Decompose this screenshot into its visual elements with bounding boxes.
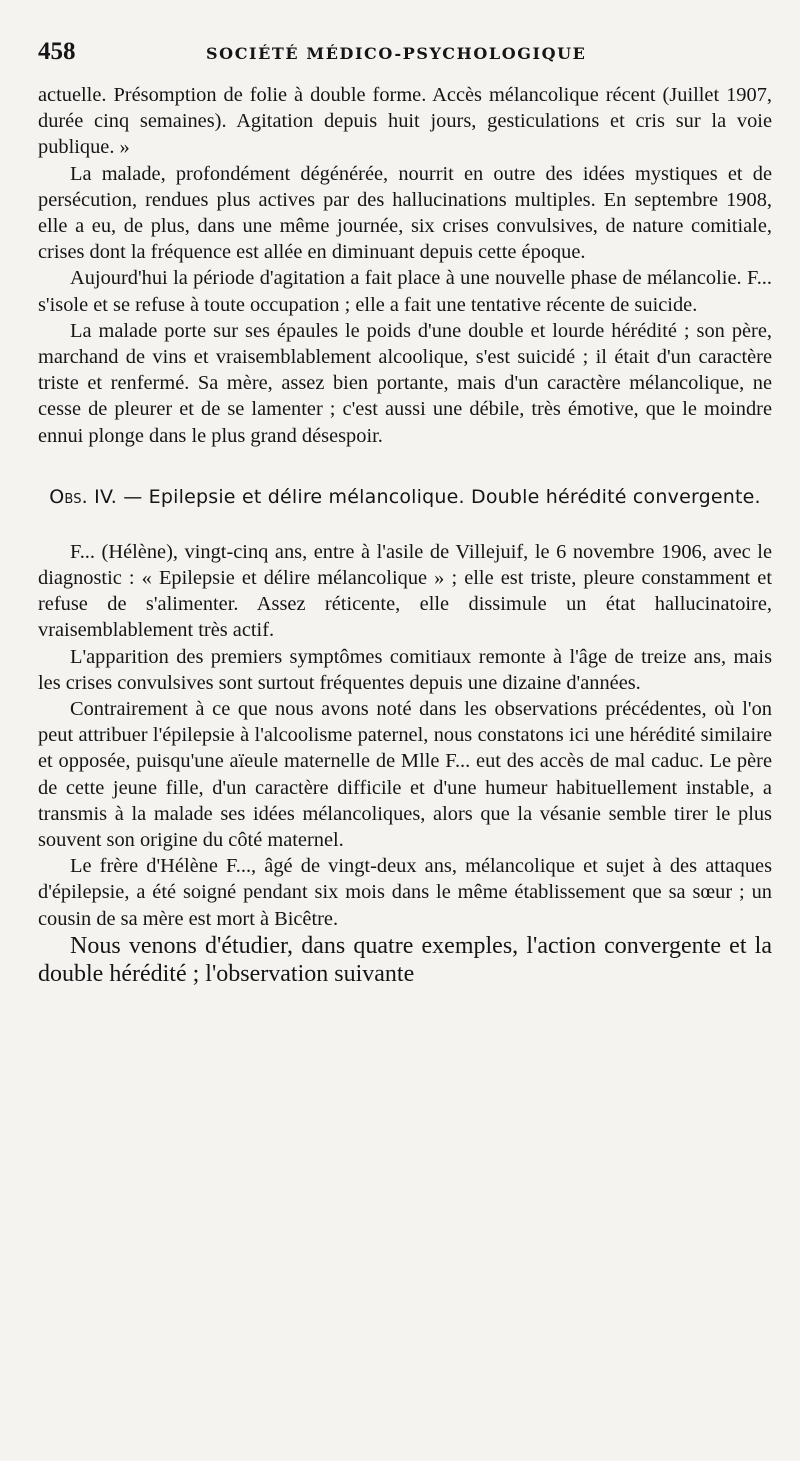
- paragraph: Le frère d'Hélène F..., âgé de vingt-deux ans, mélancolique et sujet à des attaques d'épilepsie, a été soigné pendant six mois dans le même établissement que sa sœur ; un cousin de sa mère est mort à Bicêtre.: [38, 855, 772, 930]
- page-body: [38, 82, 772, 989]
- paragraph: La malade, profondément dégénérée, nourrit en outre des idées mystiques et de persécution, rendues plus actives par des hallucinations multiples. En septembre 1908, elle a eu, de plus, dans une même journée, six crises convulsives, de nature comitiale, crises dont la fréquence est allée en diminuant depuis cette époque.: [38, 162, 772, 264]
- final-paragraph: Nous venons d'étudier, dans quatre exemples, l'action convergente et la double hérédité ; l'observation suivante: [38, 932, 772, 988]
- paragraph: Contrairement à ce que nous avons noté dans les observations précédentes, où l'on peut attribuer l'épilepsie à l'alcoolisme paternel, nous constatons ici une hérédité similaire et opposée, puisqu'une aïeule maternelle de Mlle F... eut des accès de mal caduc. Le père de cette jeune fille, d'un caractère difficile et d'une humeur habituellement instable, a transmis à la malade ses idées mélancoliques, alors que la vésanie semble tirer le plus souvent son origine du côté maternel.: [38, 698, 772, 852]
- page-header: [38, 38, 778, 70]
- observation-title: — Epilepsie et délire mélancolique. Double hérédité convergente.: [123, 485, 761, 508]
- observation-heading: [38, 485, 772, 509]
- observation-label: Obs. IV.: [49, 485, 117, 508]
- paragraph: La malade porte sur ses épaules le poids d'une double et lourde hérédité ; son père, marchand de vins et vraisemblablement alcoolique, s'est suicidé ; il était d'un caractère triste et renfermé. Sa mère, assez bien portante, mais d'un caractère mélancolique, ne cesse de pleurer et de se lamenter ; c'est aussi une débile, très émotive, que le moindre ennui plonge dans le plus grand désespoir.: [38, 319, 772, 447]
- paragraph: Aujourd'hui la période d'agitation a fait place à une nouvelle phase de mélancolie. F... s'isole et se refuse à toute occupation ; elle a fait une tentative récente de suicide.: [38, 267, 772, 316]
- paragraph: L'apparition des premiers symptômes comitiaux remonte à l'âge de treize ans, mais les crises convulsives sont surtout fréquentes depuis une dizaine d'années.: [38, 645, 772, 694]
- paragraph-continuation: actuelle. Présomption de folie à double forme. Accès mélancolique récent (Juillet 1907, durée cinq semaines). Agitation depuis huit jours, gesticulations et cris sur la voie publique. »: [38, 84, 772, 159]
- running-title: SOCIÉTÉ MÉDICO-PSYCHOLOGIQUE: [206, 44, 587, 63]
- page-number: 458: [38, 38, 76, 65]
- paragraph: F... (Hélène), vingt-cinq ans, entre à l'asile de Villejuif, le 6 novembre 1906, avec le diagnostic : « Epilepsie et délire mélancolique » ; elle est triste, pleure constamment et refuse de s'alimenter. Assez réticente, elle dissimule un état hallucinatoire, vraisemblablement très actif.: [38, 540, 772, 642]
